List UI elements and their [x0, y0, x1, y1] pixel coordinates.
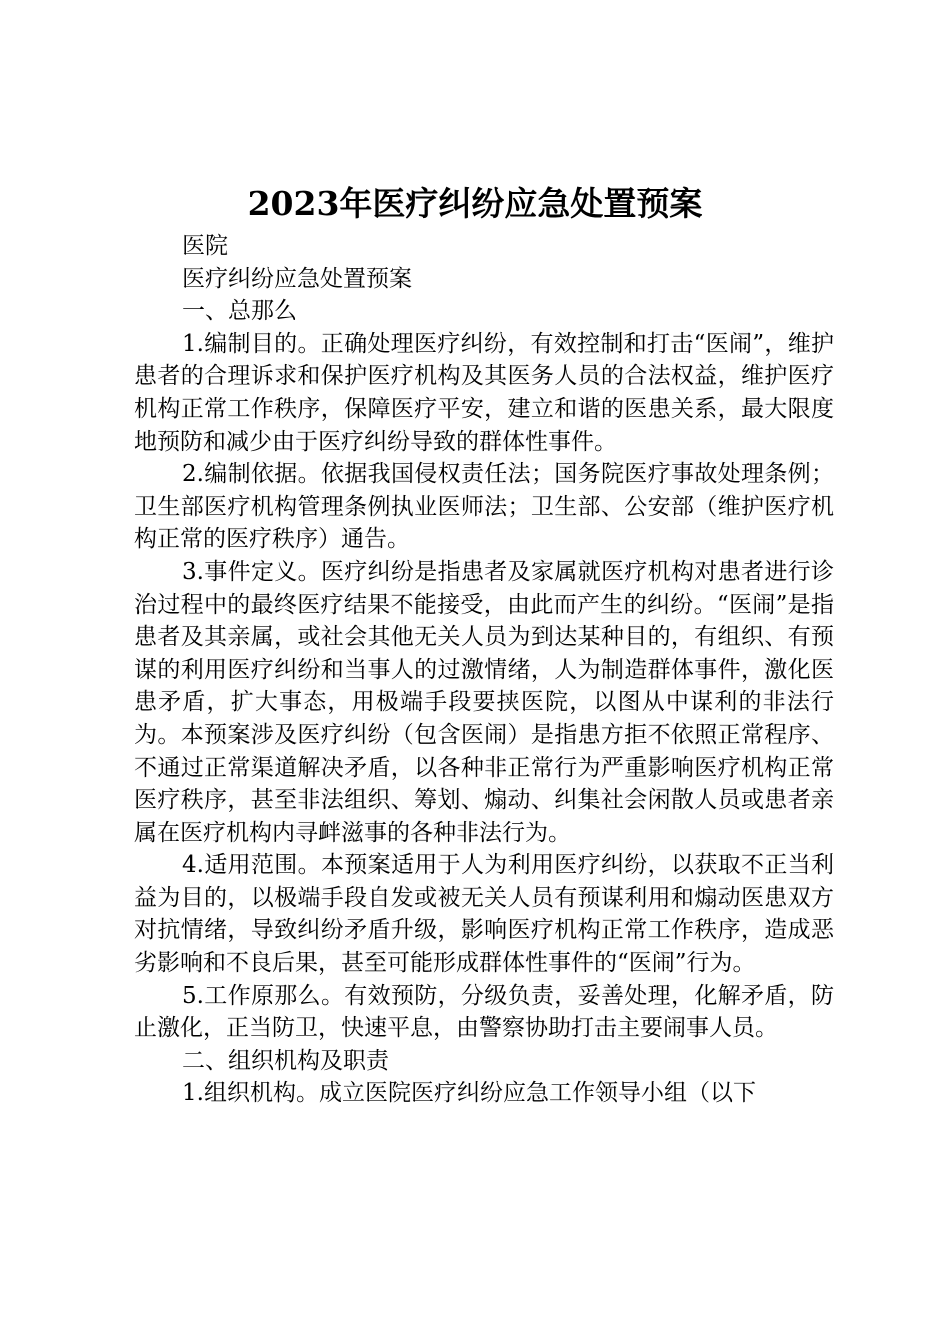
paragraph-purpose: 1.编制目的。正确处理医疗纠纷，有效控制和打击“医闹”，维护患者的合理诉求和保护医疗机构及其医务人员的合法权益，维护医疗机构正常工作秩序，保障医疗平安，建立和谐的医患关系，最大限度地预防和减少由于医疗纠纷导致的群体性事件。 [134, 330, 834, 455]
paragraph-principles: 5.工作原那么。有效预防，分级负责，妥善处理，化解矛盾，防止激化，正当防卫，快速平息，由警察协助打击主要闹事人员。 [134, 982, 834, 1042]
section-heading-general: 一、总那么 [182, 298, 297, 325]
paragraph-definition: 3.事件定义。医疗纠纷是指患者及家属就医疗机构对患者进行诊治过程中的最终医疗结果不能接受，由此而产生的纠纷。“医闹”是指患者及其亲属，或社会其他无关人员为到达某种目的，有组织、有预谋的利用医疗纠纷和当事人的过激情绪，人为制造群体事件，激化医患矛盾，扩大事态，用极端手段要挟医院，以图从中谋利的非法行为。本预案涉及医疗纠纷（包含医闹）是指患方拒不依照正常程序、不通过正常渠道解决矛盾，以各种非正常行为严重影响医疗机构正常医疗秩序，甚至非法组织、筹划、煽动、纠集社会闲散人员或患者亲属在医疗机构内寻衅滋事的各种非法行为。 [134, 558, 834, 846]
paragraph-hospital: 医院 [182, 233, 228, 259]
paragraph-organization: 1.组织机构。成立医院医疗纠纷应急工作领导小组（以下 [182, 1080, 756, 1107]
paragraph-scope: 4.适用范围。本预案适用于人为利用医疗纠纷，以获取不正当利益为目的，以极端手段自发或被无关人员有预谋利用和煽动医患双方对抗情绪，导致纠纷矛盾升级，影响医疗机构正常工作秩序，造成恶劣影响和不良后果，甚至可能形成群体性事件的“医闹”行为。 [134, 852, 834, 977]
document-body [134, 230, 834, 1110]
section-heading-organization: 二、组织机构及职责 [182, 1047, 389, 1074]
paragraph-basis: 2.编制依据。依据我国侵权责任法；国务院医疗事故处理条例；卫生部医疗机构管理条例执业医师法；卫生部、公安部（维护医疗机构正常的医疗秩序）通告。 [134, 461, 834, 553]
paragraph-subtitle: 医疗纠纷应急处置预案 [182, 265, 412, 292]
document-title: 2023年医疗纠纷应急处置预案 [247, 184, 703, 223]
